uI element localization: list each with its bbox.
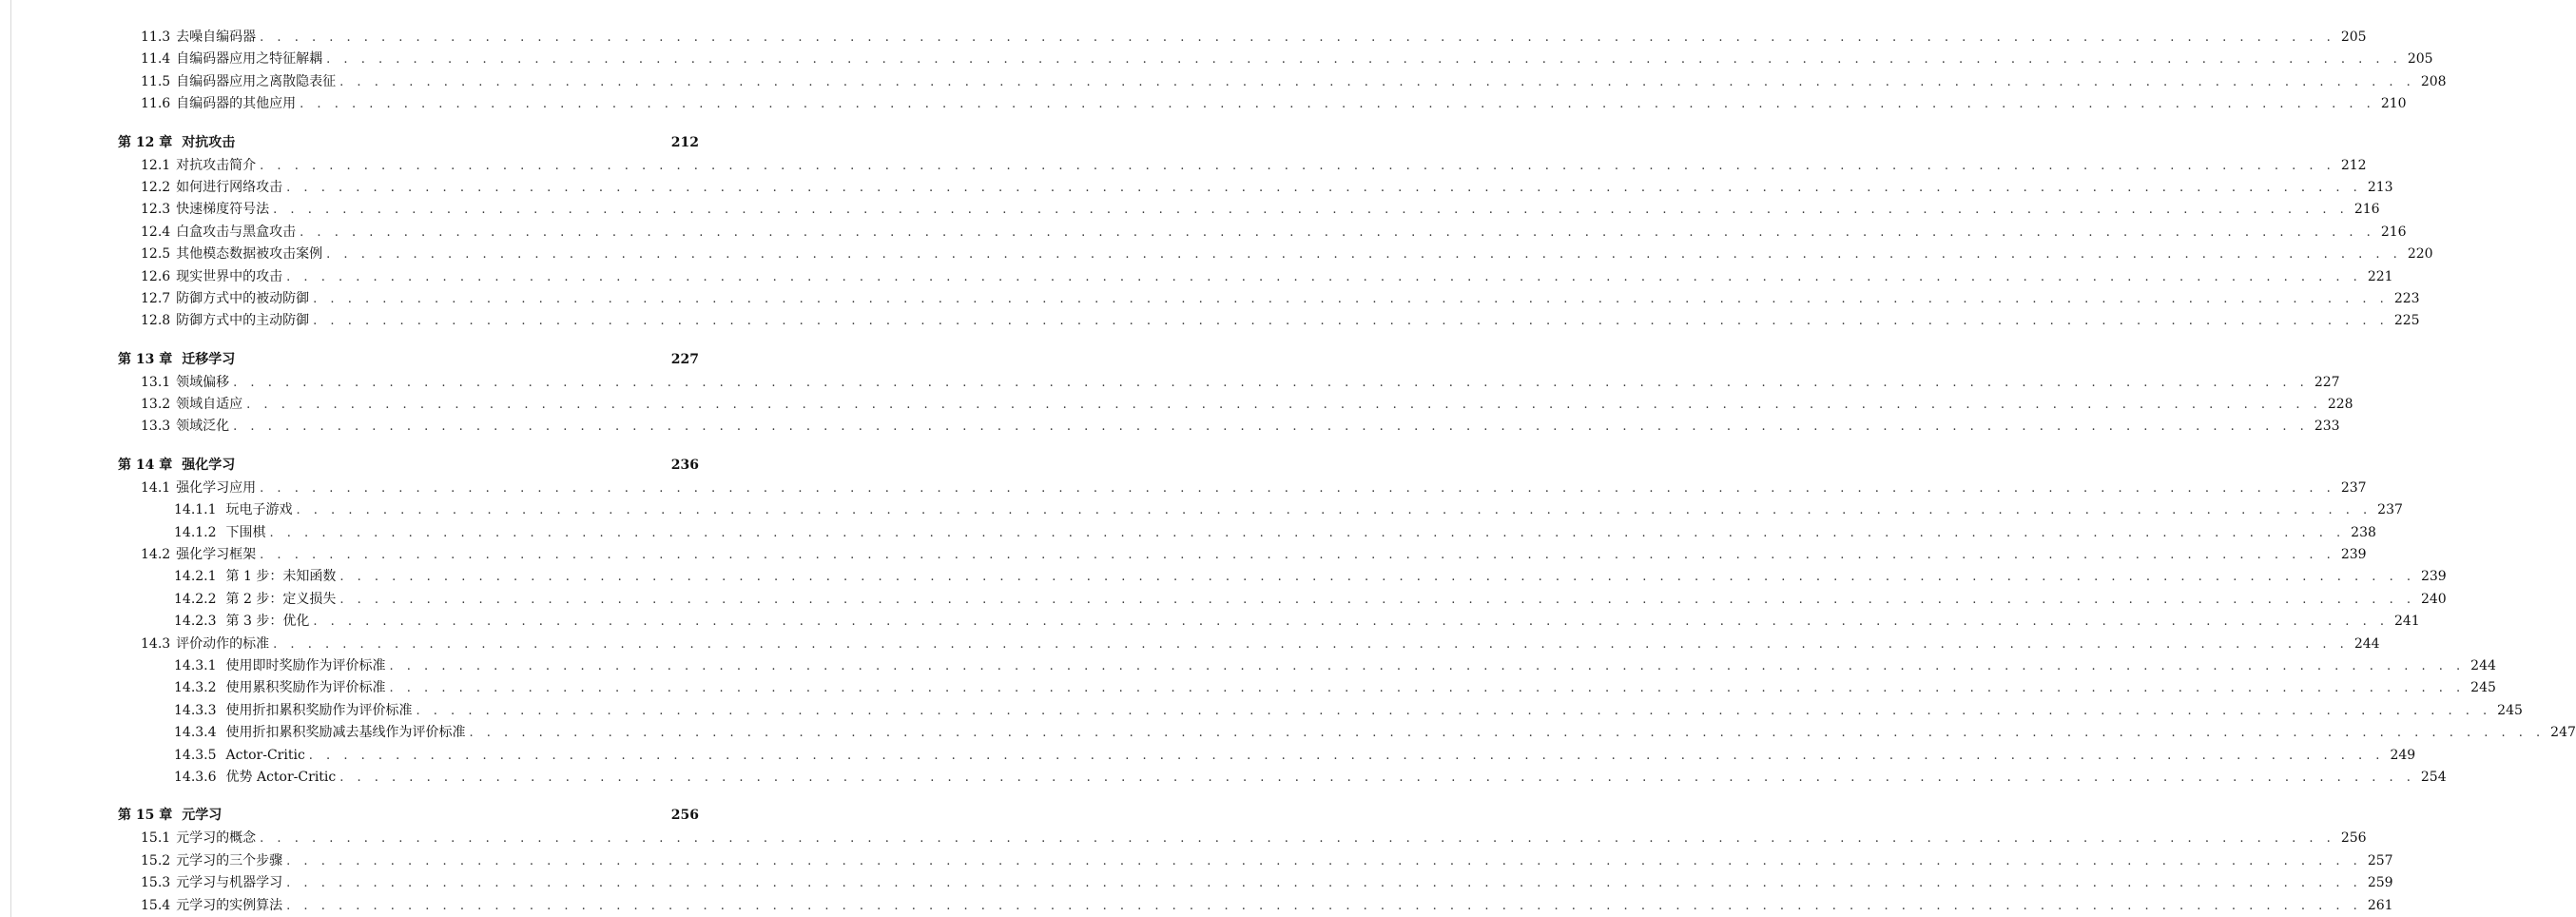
toc-entry-number: 14.3.6 bbox=[174, 769, 217, 785]
toc-entry-number: 12.4 bbox=[141, 224, 171, 240]
toc-entry-page: 216 bbox=[2353, 202, 2380, 218]
toc-entry-number: 14.2 bbox=[141, 547, 171, 563]
toc-entry-title: 强化学习 bbox=[182, 457, 236, 473]
toc-section-entry[interactable] bbox=[0, 310, 2420, 332]
toc-section-entry[interactable] bbox=[0, 828, 2367, 849]
toc-entry-number: 11.4 bbox=[141, 51, 171, 68]
toc-section-entry[interactable] bbox=[0, 177, 2393, 199]
toc-entry-page: 244 bbox=[2353, 635, 2380, 652]
toc-entry-title: 使用累积奖励作为评价标准 bbox=[225, 680, 386, 696]
toc-entry-page: 228 bbox=[2327, 397, 2353, 413]
toc-entry-number: 12.8 bbox=[141, 313, 171, 329]
toc-section-entry[interactable] bbox=[0, 850, 2393, 872]
toc-entry-number: 14.2.2 bbox=[174, 591, 217, 607]
toc-entry-number: 14.3.2 bbox=[174, 680, 217, 696]
toc-entry-title: 下围棋 bbox=[225, 524, 266, 540]
dot-leader: . . . . . . . . . . . . . . . . . . . . . . . . . . . . . . . . . . . . . . . . . . . . . . . . . . . . . . . . . . . . . . . . . . . . . . . . . . . . . . . . . . . . . . . . . . . . . . . . . . . . . . . . . . . . . . . . . . . . . . . . bbox=[260, 831, 2335, 847]
toc-entry-title: 元学习 bbox=[182, 808, 223, 824]
toc-subsection-entry[interactable] bbox=[0, 722, 2576, 744]
toc-entry-page: 205 bbox=[2340, 29, 2367, 45]
toc-entry-number: 14.1 bbox=[141, 479, 171, 496]
toc-entry-number: 15.3 bbox=[141, 875, 171, 891]
toc-entry-title: 元学习的概念 bbox=[176, 830, 257, 847]
toc-entry-title: 使用折扣累积奖励减去基线作为评价标准 bbox=[225, 725, 466, 741]
toc-entry-title: 领域偏移 bbox=[176, 374, 230, 390]
dot-leader: . . . . . . . . . . . . . . . . . . . . . . . . . . . . . . . . . . . . . . . . . . . . . . . . . . . . . . . . . . . . . . . . . . . . . . . . . . . . . . . . . . . . . . . . . . . . . . . . . . . . . . . . . . . . . . . . . . . . . . . . bbox=[286, 269, 2362, 284]
toc-entry-title: 第 3 步：优化 bbox=[225, 614, 310, 630]
toc-entry-title: 自编码器应用之离散隐表征 bbox=[176, 73, 337, 89]
toc-entry-number: 12.3 bbox=[141, 202, 171, 218]
toc-chapter-entry[interactable] bbox=[0, 130, 714, 155]
dot-leader: . . . . . . . . . . . . . . . . . . . . . . . . . . . . . . . . . . . . . . . . . . . . . . . . . . . . . . . . . . . . . . . . . . . . . . . . . . . . . . . . . . . . . . . . . . . . . . . . . . . . . . . . . . . . . . . . . . . . . . . . bbox=[286, 876, 2362, 891]
table-of-contents bbox=[0, 27, 2576, 917]
toc-entry-title: 评价动作的标准 bbox=[176, 635, 270, 652]
toc-entry-page: 212 bbox=[2340, 157, 2367, 173]
dot-leader: . . . . . . . . . . . . . . . . . . . . . . . . . . . . . . . . . . . . . . . . . . . . . . . . . . . . . . . . . . . . . . . . . . . . . . . . . . . . . . . . . . . . . . . . . . . . . . . . . . . . . . . . . . . . . . . . . . . . . . . . bbox=[313, 291, 2389, 306]
toc-subsection-entry[interactable] bbox=[0, 499, 2403, 521]
toc-section-entry[interactable] bbox=[0, 394, 2353, 416]
toc-entry-page: 247 bbox=[2550, 725, 2576, 741]
toc-chapter-entry[interactable] bbox=[0, 347, 714, 372]
toc-section-entry[interactable] bbox=[0, 872, 2393, 894]
toc-entry-number: 14.2.3 bbox=[174, 614, 217, 630]
toc-entry-title: 元学习与机器学习 bbox=[176, 875, 283, 891]
toc-section-entry[interactable] bbox=[0, 478, 2367, 499]
dot-leader: . . . . . . . . . . . . . . . . . . . . . . . . . . . . . . . . . . . . . . . . . . . . . . . . . . . . . . . . . . . . . . . . . . . . . . . . . . . . . . . . . . . . . . . . . . . . . . . . . . . . . . . . . . . . . . . . . . . . . . . . bbox=[339, 74, 2415, 89]
toc-section-entry[interactable] bbox=[0, 372, 2340, 394]
dot-leader: . . . . . . . . . . . . . . . . . . . . . . . . . . . . . . . . . . . . . . . . . . . . . . . . . . . . . . . . . . . . . . . . . . . . . . . . . . . . . . . . . . . . . . . . . . . . . . . . . . . . . . . . . . . . . . . . . . . . . . . . bbox=[286, 898, 2362, 913]
toc-entry-number: 11.3 bbox=[141, 29, 171, 45]
toc-entry-title: 元学习的实例算法 bbox=[176, 897, 283, 913]
dot-leader: . . . . . . . . . . . . . . . . . . . . . . . . . . . . . . . . . . . . . . . . . . . . . . . . . . . . . . . . . . . . . . . . . . . . . . . . . . . . . . . . . . . . . . . . . . . . . . . . . . . . . . . . . . . . . . . . . . . . . . . . bbox=[300, 97, 2375, 112]
toc-entry-number: 12.1 bbox=[141, 157, 171, 173]
toc-entry-title: 第 1 步：未知函数 bbox=[225, 569, 337, 585]
toc-entry-title: 使用即时奖励作为评价标准 bbox=[225, 657, 386, 673]
dot-leader: . . . . . . . . . . . . . . . . . . . . . . . . . . . . . . . . . . . . . . . . . . . . . . . . . . . . . . . . . . . . . . . . . . . . . . . . . . . . . . . . . . . . . . . . . . . . . . . . . . . . . . . . . . . . . . . . . . . . . . . . bbox=[389, 658, 2466, 673]
toc-entry-number: 13.1 bbox=[141, 374, 171, 390]
toc-section-entry[interactable] bbox=[0, 288, 2420, 310]
toc-entry-page: 257 bbox=[2367, 852, 2393, 868]
toc-entry-number: 14.1.2 bbox=[174, 524, 217, 540]
toc-chapter-entry[interactable] bbox=[0, 453, 714, 478]
toc-section-entry[interactable] bbox=[0, 27, 2367, 49]
toc-entry-title: 第 2 步：定义损失 bbox=[225, 591, 337, 607]
dot-leader: . . . . . . . . . . . . . . . . . . . . . . . . . . . . . . . . . . . . . . . . . . . . . . . . . . . . . . . . . . . . . . . . . . . . . . . . . . . . . . . . . . . . . . . . . . . . . . . . . . . . . . . . . . . . . . . . . . . . . . . . bbox=[416, 703, 2492, 718]
toc-entry-page: 212 bbox=[670, 134, 699, 150]
toc-entry-page: 223 bbox=[2393, 290, 2420, 306]
toc-entry-number: 14.2.1 bbox=[174, 569, 217, 585]
toc-entry-number: 15.1 bbox=[141, 830, 171, 847]
toc-entry-title: 强化学习框架 bbox=[176, 547, 257, 563]
toc-entry-title: 领域泛化 bbox=[176, 419, 230, 435]
toc-entry-number: 12.6 bbox=[141, 268, 171, 284]
toc-subsection-entry[interactable] bbox=[0, 767, 2447, 789]
toc-entry-page: 208 bbox=[2420, 73, 2447, 89]
toc-entry-title: 如何进行网络攻击 bbox=[176, 179, 283, 195]
dot-leader: . . . . . . . . . . . . . . . . . . . . . . . . . . . . . . . . . . . . . . . . . . . . . . . . . . . . . . . . . . . . . . . . . . . . . . . . . . . . . . . . . . . . . . . . . . . . . . . . . . . . . . . . . . . . . . . . . . . . . . . . bbox=[286, 180, 2362, 195]
dot-leader: . . . . . . . . . . . . . . . . . . . . . . . . . . . . . . . . . . . . . . . . . . . . . . . . . . . . . . . . . . . . . . . . . . . . . . . . . . . . . . . . . . . . . . . . . . . . . . . . . . . . . . . . . . . . . . . . . . . . . . . . bbox=[326, 52, 2402, 68]
dot-leader: . . . . . . . . . . . . . . . . . . . . . . . . . . . . . . . . . . . . . . . . . . . . . . . . . . . . . . . . . . . . . . . . . . . . . . . . . . . . . . . . . . . . . . . . . . . . . . . . . . . . . . . . . . . . . . . . . . . . . . . . bbox=[339, 570, 2415, 585]
toc-entry-number: 11.5 bbox=[141, 73, 171, 89]
toc-section-entry[interactable] bbox=[0, 49, 2433, 70]
toc-entry-page: 239 bbox=[2340, 547, 2367, 563]
toc-entry-number: 15.2 bbox=[141, 852, 171, 868]
toc-entry-number: 13.3 bbox=[141, 419, 171, 435]
toc-entry-page: 227 bbox=[2314, 374, 2340, 390]
toc-entry-title: 玩电子游戏 bbox=[225, 502, 293, 518]
toc-entry-number: 第 12 章 bbox=[118, 134, 173, 150]
toc-entry-page: 245 bbox=[2497, 702, 2523, 718]
toc-entry-page: 238 bbox=[2351, 524, 2376, 540]
toc-entry-title: Actor-Critic bbox=[225, 747, 305, 763]
toc-entry-page: 213 bbox=[2367, 179, 2393, 195]
toc-entry-title: 自编码器应用之特征解耦 bbox=[176, 51, 323, 68]
dot-leader: . . . . . . . . . . . . . . . . . . . . . . . . . . . . . . . . . . . . . . . . . . . . . . . . . . . . . . . . . . . . . . . . . . . . . . . . . . . . . . . . . . . . . . . . . . . . . . . . . . . . . . . . . . . . . . . . . . . . . . . . bbox=[313, 314, 2389, 329]
toc-section-entry[interactable] bbox=[0, 71, 2447, 93]
toc-entry-page: 227 bbox=[670, 351, 699, 367]
toc-entry-title: 防御方式中的被动防御 bbox=[176, 290, 310, 306]
dot-leader: . . . . . . . . . . . . . . . . . . . . . . . . . . . . . . . . . . . . . . . . . . . . . . . . . . . . . . . . . . . . . . . . . . . . . . . . . . . . . . . . . . . . . . . . . . . . . . . . . . . . . . . . . . . . . . . . . . . . . . . . bbox=[246, 398, 2322, 413]
toc-subsection-entry[interactable] bbox=[0, 522, 2376, 544]
dot-leader: . . . . . . . . . . . . . . . . . . . . . . . . . . . . . . . . . . . . . . . . . . . . . . . . . . . . . . . . . . . . . . . . . . . . . . . . . . . . . . . . . . . . . . . . . . . . . . . . . . . . . . . . . . . . . . . . . . . . . . . . bbox=[269, 525, 2346, 540]
toc-section-entry[interactable] bbox=[0, 544, 2367, 566]
toc-entry-title: 强化学习应用 bbox=[176, 479, 257, 496]
toc-subsection-entry[interactable] bbox=[0, 655, 2496, 677]
dot-leader: . . . . . . . . . . . . . . . . . . . . . . . . . . . . . . . . . . . . . . . . . . . . . . . . . . . . . . . . . . . . . . . . . . . . . . . . . . . . . . . . . . . . . . . . . . . . . . . . . . . . . . . . . . . . . . . . . . . . . . . . bbox=[469, 726, 2546, 741]
dot-leader: . . . . . . . . . . . . . . . . . . . . . . . . . . . . . . . . . . . . . . . . . . . . . . . . . . . . . . . . . . . . . . . . . . . . . . . . . . . . . . . . . . . . . . . . . . . . . . . . . . . . . . . . . . . . . . . . . . . . . . . . bbox=[233, 375, 2309, 390]
toc-entry-number: 13.2 bbox=[141, 397, 171, 413]
toc-section-entry[interactable] bbox=[0, 93, 2407, 115]
toc-entry-title: 快速梯度符号法 bbox=[176, 202, 270, 218]
dot-leader: . . . . . . . . . . . . . . . . . . . . . . . . . . . . . . . . . . . . . . . . . . . . . . . . . . . . . . . . . . . . . . . . . . . . . . . . . . . . . . . . . . . . . . . . . . . . . . . . . . . . . . . . . . . . . . . . . . . . . . . . bbox=[313, 615, 2389, 630]
toc-entry-page: 236 bbox=[670, 457, 699, 473]
toc-entry-number: 14.3 bbox=[141, 635, 171, 652]
toc-entry-title: 优势 Actor-Critic bbox=[225, 769, 337, 785]
toc-entry-page: 245 bbox=[2470, 680, 2496, 696]
dot-leader: . . . . . . . . . . . . . . . . . . . . . . . . . . . . . . . . . . . . . . . . . . . . . . . . . . . . . . . . . . . . . . . . . . . . . . . . . . . . . . . . . . . . . . . . . . . . . . . . . . . . . . . . . . . . . . . . . . . . . . . . bbox=[260, 480, 2335, 496]
toc-entry-page: 220 bbox=[2407, 246, 2433, 263]
toc-entry-title: 对抗攻击简介 bbox=[176, 157, 257, 173]
dot-leader: . . . . . . . . . . . . . . . . . . . . . . . . . . . . . . . . . . . . . . . . . . . . . . . . . . . . . . . . . . . . . . . . . . . . . . . . . . . . . . . . . . . . . . . . . . . . . . . . . . . . . . . . . . . . . . . . . . . . . . . . bbox=[260, 30, 2335, 45]
dot-leader: . . . . . . . . . . . . . . . . . . . . . . . . . . . . . . . . . . . . . . . . . . . . . . . . . . . . . . . . . . . . . . . . . . . . . . . . . . . . . . . . . . . . . . . . . . . . . . . . . . . . . . . . . . . . . . . . . . . . . . . . bbox=[260, 158, 2335, 173]
toc-entry-number: 15.4 bbox=[141, 897, 171, 913]
toc-subsection-entry[interactable] bbox=[0, 745, 2416, 767]
dot-leader: . . . . . . . . . . . . . . . . . . . . . . . . . . . . . . . . . . . . . . . . . . . . . . . . . . . . . . . . . . . . . . . . . . . . . . . . . . . . . . . . . . . . . . . . . . . . . . . . . . . . . . . . . . . . . . . . . . . . . . . . bbox=[296, 503, 2373, 518]
toc-entry-title: 现实世界中的攻击 bbox=[176, 268, 283, 284]
toc-entry-page: 239 bbox=[2420, 569, 2447, 585]
dot-leader: . . . . . . . . . . . . . . . . . . . . . . . . . . . . . . . . . . . . . . . . . . . . . . . . . . . . . . . . . . . . . . . . . . . . . . . . . . . . . . . . . . . . . . . . . . . . . . . . . . . . . . . . . . . . . . . . . . . . . . . . bbox=[233, 419, 2309, 435]
toc-entry-number: 12.5 bbox=[141, 246, 171, 263]
toc-entry-title: 使用折扣累积奖励作为评价标准 bbox=[225, 702, 413, 718]
toc-entry-page: 221 bbox=[2367, 268, 2393, 284]
toc-entry-number: 14.3.3 bbox=[174, 702, 217, 718]
toc-entry-page: 256 bbox=[2340, 830, 2367, 847]
toc-entry-title: 自编码器的其他应用 bbox=[176, 96, 297, 112]
toc-entry-number: 11.6 bbox=[141, 96, 171, 112]
dot-leader: . . . . . . . . . . . . . . . . . . . . . . . . . . . . . . . . . . . . . . . . . . . . . . . . . . . . . . . . . . . . . . . . . . . . . . . . . . . . . . . . . . . . . . . . . . . . . . . . . . . . . . . . . . . . . . . . . . . . . . . . bbox=[326, 247, 2402, 263]
toc-subsection-entry[interactable] bbox=[0, 700, 2523, 722]
toc-entry-number: 第 13 章 bbox=[118, 351, 173, 367]
toc-subsection-entry[interactable] bbox=[0, 589, 2447, 611]
toc-section-entry[interactable] bbox=[0, 199, 2380, 221]
dot-leader: . . . . . . . . . . . . . . . . . . . . . . . . . . . . . . . . . . . . . . . . . . . . . . . . . . . . . . . . . . . . . . . . . . . . . . . . . . . . . . . . . . . . . . . . . . . . . . . . . . . . . . . . . . . . . . . . . . . . . . . . bbox=[273, 636, 2349, 652]
toc-entry-title: 其他模态数据被攻击案例 bbox=[176, 246, 323, 263]
toc-subsection-entry[interactable] bbox=[0, 566, 2447, 588]
dot-leader: . . . . . . . . . . . . . . . . . . . . . . . . . . . . . . . . . . . . . . . . . . . . . . . . . . . . . . . . . . . . . . . . . . . . . . . . . . . . . . . . . . . . . . . . . . . . . . . . . . . . . . . . . . . . . . . . . . . . . . . . bbox=[389, 681, 2466, 696]
toc-entry-title: 对抗攻击 bbox=[182, 134, 236, 150]
toc-entry-page: 210 bbox=[2380, 96, 2407, 112]
toc-entry-number: 14.3.5 bbox=[174, 747, 217, 763]
toc-entry-title: 迁移学习 bbox=[182, 351, 236, 367]
toc-entry-title: 白盒攻击与黑盒攻击 bbox=[176, 224, 297, 240]
toc-entry-page: 259 bbox=[2367, 875, 2393, 891]
toc-entry-number: 14.3.4 bbox=[174, 725, 217, 741]
toc-entry-title: 去噪自编码器 bbox=[176, 29, 257, 45]
toc-subsection-entry[interactable] bbox=[0, 677, 2496, 699]
toc-entry-number: 14.1.1 bbox=[174, 502, 217, 518]
toc-section-entry[interactable] bbox=[0, 416, 2340, 438]
toc-entry-page: 256 bbox=[670, 808, 699, 824]
toc-section-entry[interactable] bbox=[0, 895, 2393, 917]
toc-section-entry[interactable] bbox=[0, 222, 2407, 244]
dot-leader: . . . . . . . . . . . . . . . . . . . . . . . . . . . . . . . . . . . . . . . . . . . . . . . . . . . . . . . . . . . . . . . . . . . . . . . . . . . . . . . . . . . . . . . . . . . . . . . . . . . . . . . . . . . . . . . . . . . . . . . . bbox=[273, 203, 2349, 218]
toc-entry-page: 237 bbox=[2377, 502, 2403, 518]
dot-leader: . . . . . . . . . . . . . . . . . . . . . . . . . . . . . . . . . . . . . . . . . . . . . . . . . . . . . . . . . . . . . . . . . . . . . . . . . . . . . . . . . . . . . . . . . . . . . . . . . . . . . . . . . . . . . . . . . . . . . . . . bbox=[300, 224, 2375, 240]
toc-section-entry[interactable] bbox=[0, 244, 2433, 265]
toc-entry-page: 225 bbox=[2393, 313, 2420, 329]
toc-chapter-entry[interactable] bbox=[0, 803, 714, 828]
toc-entry-page: 254 bbox=[2420, 769, 2447, 785]
toc-entry-page: 240 bbox=[2420, 591, 2447, 607]
toc-entry-page: 237 bbox=[2340, 479, 2367, 496]
toc-entry-page: 216 bbox=[2380, 224, 2407, 240]
toc-entry-page: 205 bbox=[2407, 51, 2433, 68]
toc-entry-number: 14.3.1 bbox=[174, 657, 217, 673]
toc-entry-page: 233 bbox=[2314, 419, 2340, 435]
toc-entry-number: 12.2 bbox=[141, 179, 171, 195]
toc-section-entry[interactable] bbox=[0, 266, 2393, 288]
toc-entry-page: 241 bbox=[2393, 614, 2420, 630]
toc-entry-title: 元学习的三个步骤 bbox=[176, 852, 283, 868]
dot-leader: . . . . . . . . . . . . . . . . . . . . . . . . . . . . . . . . . . . . . . . . . . . . . . . . . . . . . . . . . . . . . . . . . . . . . . . . . . . . . . . . . . . . . . . . . . . . . . . . . . . . . . . . . . . . . . . . . . . . . . . . bbox=[286, 853, 2362, 868]
toc-subsection-entry[interactable] bbox=[0, 611, 2420, 633]
toc-entry-page: 249 bbox=[2390, 747, 2416, 763]
toc-entry-title: 领域自适应 bbox=[176, 397, 243, 413]
toc-entry-number: 12.7 bbox=[141, 290, 171, 306]
toc-section-entry[interactable] bbox=[0, 634, 2380, 655]
toc-entry-title: 防御方式中的主动防御 bbox=[176, 313, 310, 329]
toc-entry-number: 第 15 章 bbox=[118, 808, 173, 824]
dot-leader: . . . . . . . . . . . . . . . . . . . . . . . . . . . . . . . . . . . . . . . . . . . . . . . . . . . . . . . . . . . . . . . . . . . . . . . . . . . . . . . . . . . . . . . . . . . . . . . . . . . . . . . . . . . . . . . . . . . . . . . . bbox=[308, 748, 2385, 763]
toc-section-entry[interactable] bbox=[0, 155, 2367, 177]
toc-entry-page: 244 bbox=[2470, 657, 2496, 673]
toc-entry-number: 第 14 章 bbox=[118, 457, 173, 473]
dot-leader: . . . . . . . . . . . . . . . . . . . . . . . . . . . . . . . . . . . . . . . . . . . . . . . . . . . . . . . . . . . . . . . . . . . . . . . . . . . . . . . . . . . . . . . . . . . . . . . . . . . . . . . . . . . . . . . . . . . . . . . . bbox=[339, 592, 2415, 607]
dot-leader: . . . . . . . . . . . . . . . . . . . . . . . . . . . . . . . . . . . . . . . . . . . . . . . . . . . . . . . . . . . . . . . . . . . . . . . . . . . . . . . . . . . . . . . . . . . . . . . . . . . . . . . . . . . . . . . . . . . . . . . . bbox=[260, 548, 2335, 563]
dot-leader: . . . . . . . . . . . . . . . . . . . . . . . . . . . . . . . . . . . . . . . . . . . . . . . . . . . . . . . . . . . . . . . . . . . . . . . . . . . . . . . . . . . . . . . . . . . . . . . . . . . . . . . . . . . . . . . . . . . . . . . . bbox=[339, 770, 2415, 785]
toc-entry-page: 261 bbox=[2367, 897, 2393, 913]
